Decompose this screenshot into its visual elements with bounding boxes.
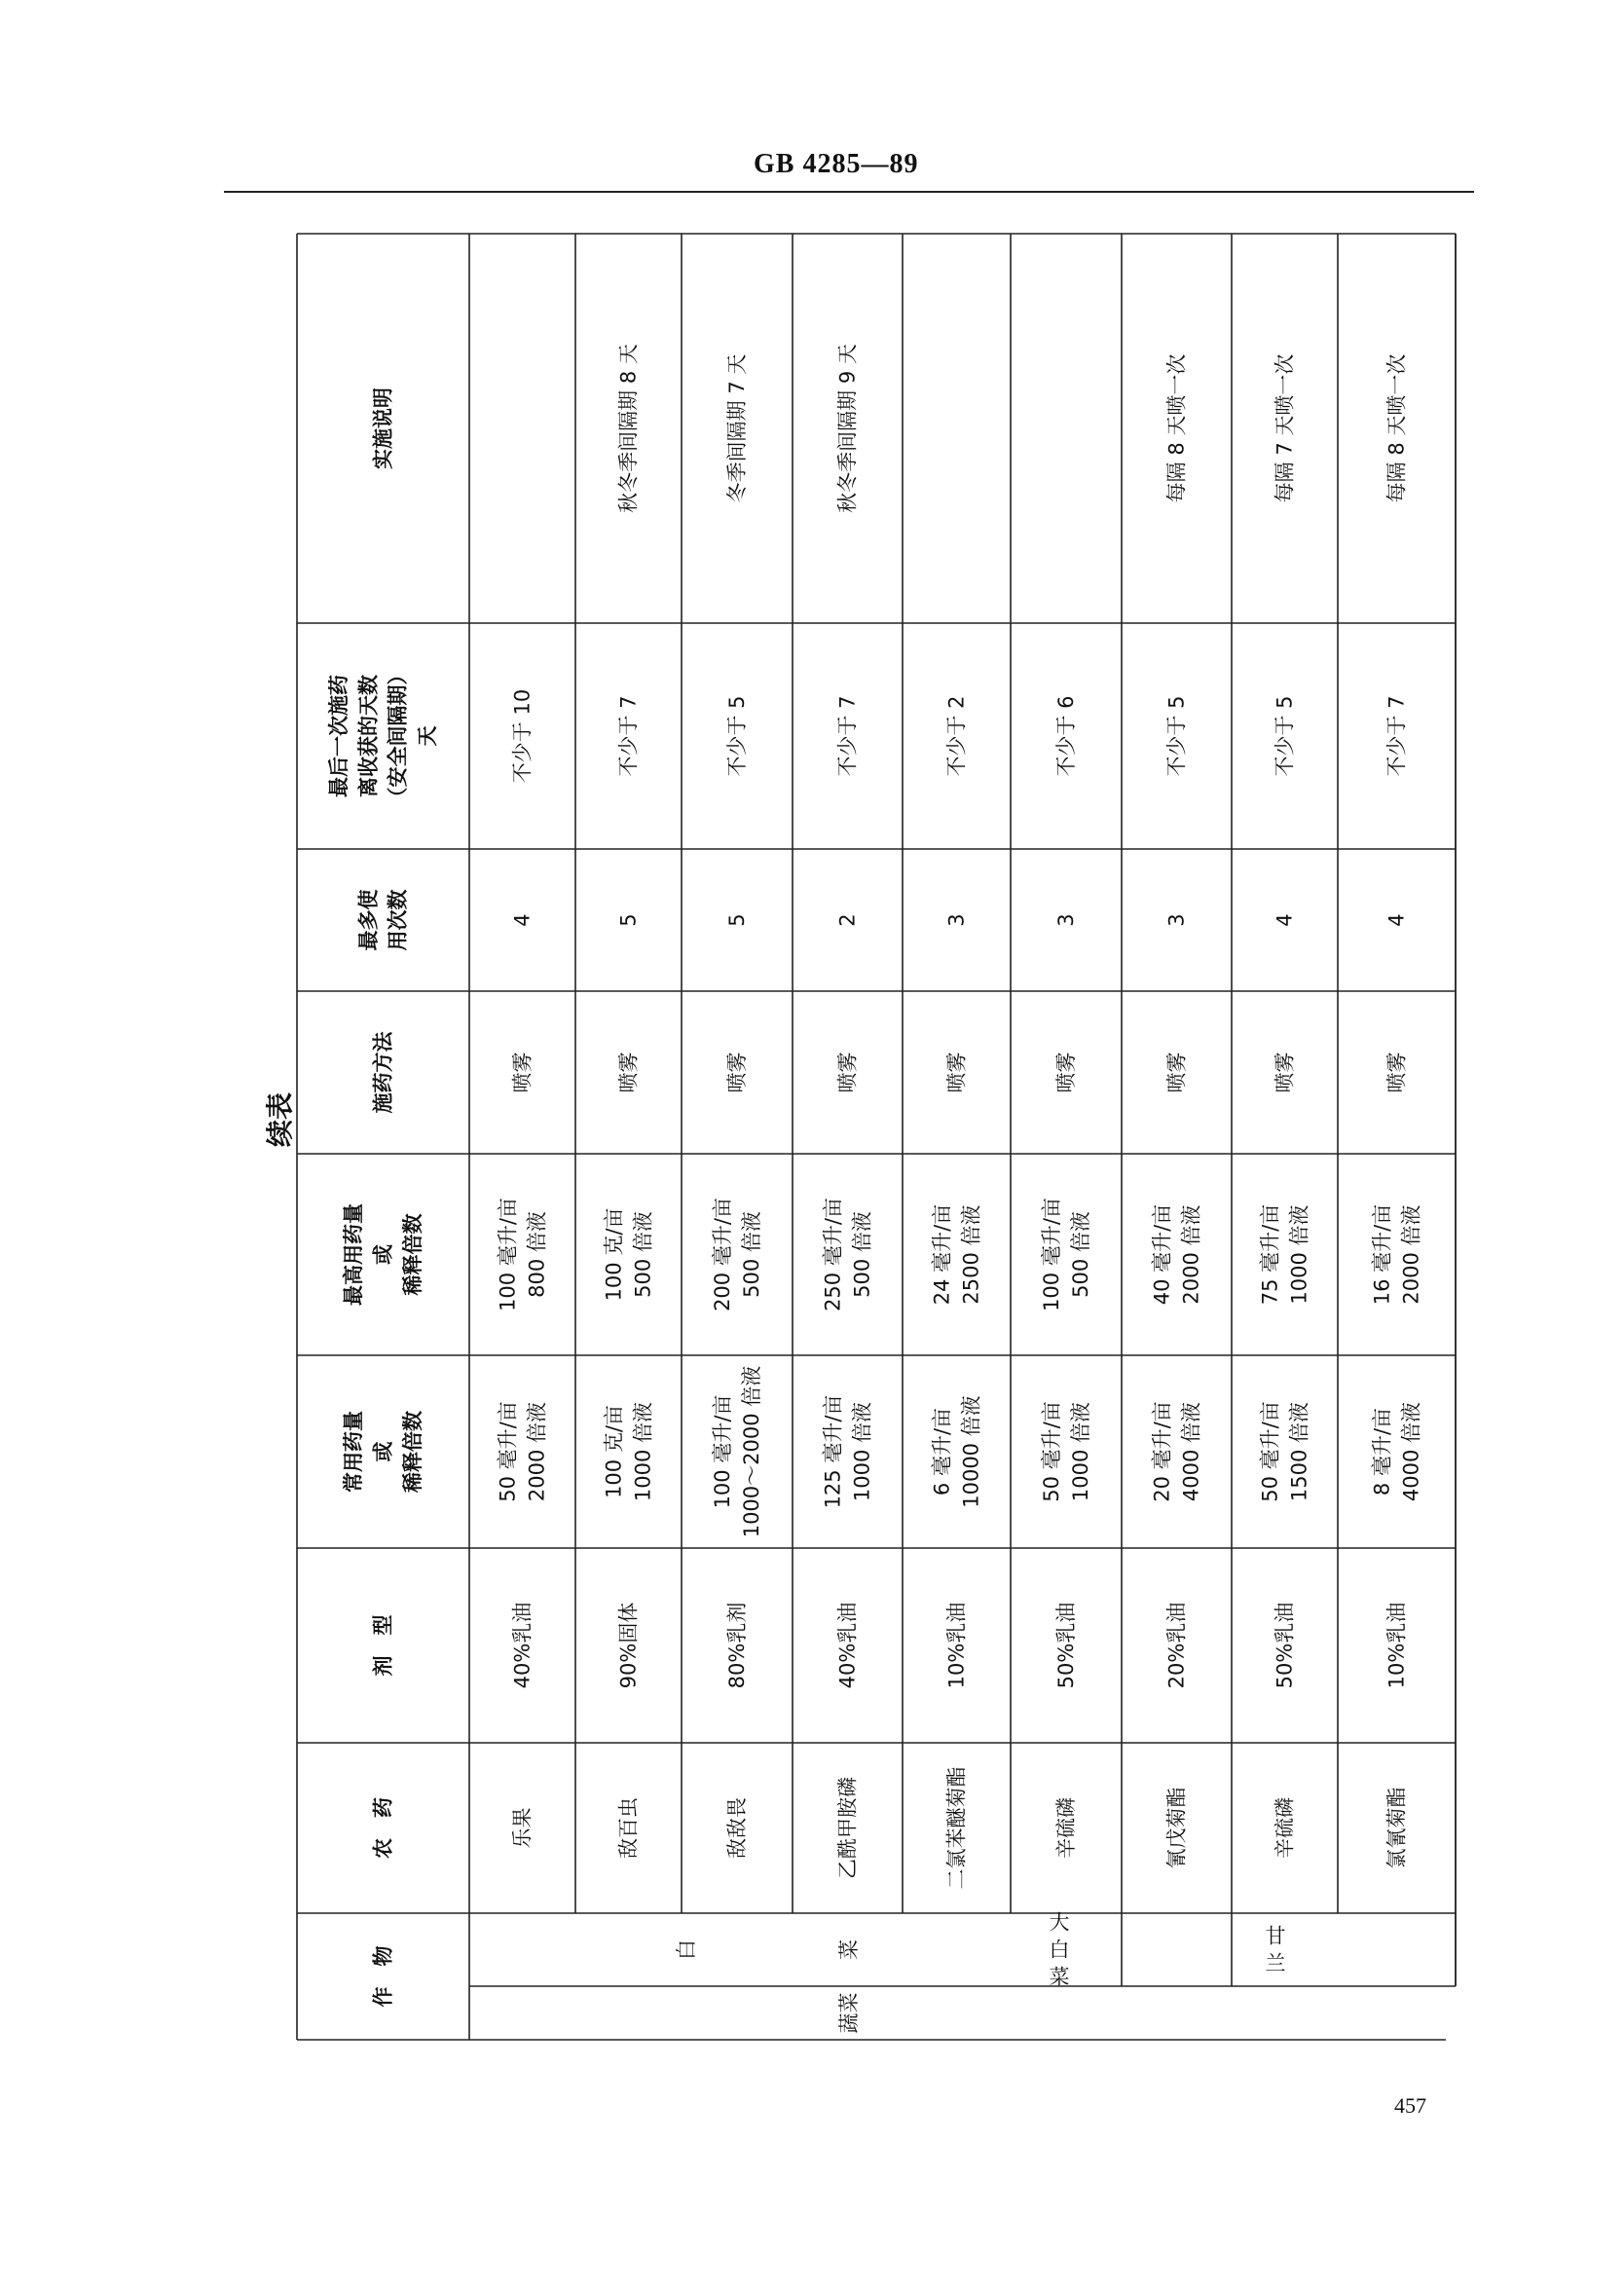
cell-common-dose: 50 毫升/亩 (1258, 1401, 1282, 1502)
cell-pesticide: 敌敌畏 (725, 1797, 749, 1859)
cell-formulation: 20%乳油 (1164, 1602, 1189, 1689)
cell-formulation: 50%乳油 (1054, 1602, 1078, 1689)
cell-formulation: 40%乳油 (510, 1602, 535, 1689)
cell-max-times: 4 (510, 913, 535, 927)
cell-interval: 不少于 5 (725, 695, 749, 777)
cell-common-dose: 10000 倍液 (959, 1395, 983, 1508)
cell-max-dose: 100 毫升/亩 (496, 1198, 520, 1311)
header-common-dose: 稀释倍数 (400, 1411, 424, 1493)
cell-max-dose: 800 倍液 (525, 1211, 549, 1298)
cell-interval: 不少于 7 (835, 695, 860, 777)
header-pesticide: 农 药 (371, 1797, 395, 1859)
cell-formulation: 10%乳油 (944, 1602, 969, 1689)
cell-notes: 秋冬季间隔期 9 天 (835, 344, 860, 513)
cell-max-times: 4 (1384, 913, 1409, 927)
cell-formulation: 10%乳油 (1384, 1602, 1409, 1689)
cell-method: 喷雾 (725, 1052, 749, 1093)
cell-pesticide: 辛硫磷 (1273, 1797, 1297, 1859)
cell-common-dose: 1000 倍液 (1069, 1401, 1093, 1502)
header-interval: （安全间隔期） (386, 664, 410, 808)
table-grid (297, 234, 1456, 2040)
header-interval: 天 (416, 725, 440, 747)
crop-subgroup-baicai: 白 (675, 1939, 698, 1960)
header-interval: 最后一次施药 (326, 675, 351, 797)
cell-interval: 不少于 7 (616, 695, 641, 777)
cell-max-dose: 2500 倍液 (959, 1204, 983, 1305)
cell-method: 喷雾 (1384, 1052, 1409, 1093)
cell-max-dose: 100 毫升/亩 (1039, 1198, 1063, 1311)
cell-interval: 不少于 2 (944, 695, 969, 777)
cell-common-dose: 1000～2000 倍液 (740, 1365, 764, 1538)
cell-max-dose: 2000 倍液 (1179, 1204, 1203, 1305)
cell-common-dose: 6 毫升/亩 (930, 1407, 954, 1496)
cell-formulation: 50%乳油 (1273, 1602, 1297, 1689)
cell-method: 喷雾 (835, 1052, 860, 1093)
cell-common-dose: 100 毫升/亩 (710, 1394, 734, 1509)
cell-common-dose: 8 毫升/亩 (1370, 1407, 1394, 1496)
cell-max-dose: 24 毫升/亩 (930, 1203, 954, 1306)
cell-pesticide: 辛硫磷 (1054, 1797, 1078, 1859)
cell-pesticide: 乐果 (510, 1807, 535, 1849)
cell-method: 喷雾 (944, 1052, 969, 1093)
header-interval: 离收获的天数 (356, 675, 381, 797)
cell-common-dose: 125 毫升/亩 (821, 1394, 845, 1509)
cell-common-dose: 2000 倍液 (525, 1401, 549, 1502)
cell-pesticide: 氯氰菊酯 (1384, 1787, 1409, 1869)
header-notes: 实施说明 (371, 388, 395, 469)
cell-max-dose: 1000 倍液 (1287, 1204, 1311, 1305)
cell-max-times: 4 (1273, 913, 1297, 927)
cell-interval: 不少于 6 (1054, 695, 1078, 777)
cell-interval: 不少于 5 (1164, 695, 1189, 777)
cell-pesticide: 敌百虫 (616, 1797, 641, 1859)
cell-common-dose: 1500 倍液 (1287, 1401, 1311, 1502)
crop-subgroup-baicai: 菜 (837, 1939, 861, 1960)
cell-notes: 秋冬季间隔期 8 天 (616, 344, 641, 513)
cell-method: 喷雾 (1273, 1052, 1297, 1093)
standard-code: GB 4285—89 (754, 149, 919, 179)
header-max-times: 最多使 (356, 889, 381, 951)
crop-subgroup-ganlan: 兰 (1265, 1951, 1286, 1975)
cell-notes: 每隔 7 天喷一次 (1273, 353, 1297, 503)
cell-max-times: 3 (1164, 913, 1189, 927)
crop-subgroup-dabaicai: 菜 (1049, 1965, 1070, 1989)
table-text (327, 344, 1423, 2033)
cell-pesticide: 乙酰甲胺磷 (835, 1777, 860, 1879)
cell-common-dose: 4000 倍液 (1179, 1401, 1203, 1502)
header-max-times: 用次数 (386, 889, 410, 951)
cell-common-dose: 50 毫升/亩 (496, 1401, 520, 1502)
cell-pesticide: 二氯苯醚菊酯 (944, 1766, 969, 1890)
header-common-dose: 常用药量 (342, 1411, 366, 1493)
cell-pesticide: 氰戊菊酯 (1164, 1787, 1189, 1869)
cell-max-dose: 75 毫升/亩 (1258, 1203, 1282, 1306)
cell-max-dose: 500 倍液 (740, 1211, 764, 1298)
cell-method: 喷雾 (1164, 1052, 1189, 1093)
header-method: 施药方法 (371, 1031, 395, 1114)
cell-max-times: 3 (1054, 913, 1078, 927)
page-number: 457 (1394, 2093, 1426, 2118)
cell-common-dose: 20 毫升/亩 (1150, 1401, 1174, 1502)
cell-max-dose: 2000 倍液 (1399, 1204, 1423, 1305)
cell-max-dose: 500 倍液 (850, 1211, 874, 1298)
cell-notes: 冬季间隔期 7 天 (725, 353, 749, 503)
header-formulation: 剂 型 (371, 1614, 395, 1677)
cell-common-dose: 50 毫升/亩 (1039, 1401, 1063, 1502)
cell-interval: 不少于 7 (1384, 695, 1409, 777)
cell-method: 喷雾 (1054, 1052, 1078, 1093)
cell-max-times: 3 (944, 913, 969, 927)
cell-method: 喷雾 (616, 1052, 641, 1093)
cell-max-dose: 250 毫升/亩 (821, 1198, 845, 1311)
cell-common-dose: 4000 倍液 (1399, 1401, 1423, 1502)
crop-subgroup-dabaicai: 大 (1049, 1910, 1070, 1935)
crop-main-group: 蔬菜 (837, 1992, 861, 2034)
cell-interval: 不少于 10 (510, 688, 535, 784)
cell-max-dose: 40 毫升/亩 (1150, 1203, 1174, 1306)
cell-max-dose: 500 倍液 (1069, 1211, 1093, 1298)
header-max-dose: 稀释倍数 (400, 1213, 424, 1296)
header-max-dose: 最高用药量 (342, 1203, 366, 1306)
cell-formulation: 40%乳油 (835, 1602, 860, 1689)
header-max-dose: 或 (371, 1244, 395, 1265)
cell-max-times: 2 (835, 913, 860, 927)
cell-max-dose: 200 毫升/亩 (710, 1198, 734, 1311)
cell-interval: 不少于 5 (1273, 695, 1297, 777)
cell-notes: 每隔 8 天喷一次 (1384, 353, 1409, 503)
cell-max-dose: 500 倍液 (631, 1211, 655, 1298)
cell-formulation: 80%乳剂 (725, 1602, 749, 1689)
cell-max-dose: 100 克/亩 (602, 1207, 626, 1302)
header-crop: 作 物 (371, 1945, 395, 2008)
cell-max-times: 5 (725, 913, 749, 927)
cell-max-dose: 16 毫升/亩 (1370, 1203, 1394, 1306)
cell-method: 喷雾 (510, 1052, 535, 1093)
cell-max-times: 5 (616, 913, 641, 927)
header-common-dose: 或 (371, 1441, 395, 1462)
crop-subgroup-dabaicai: 白 (1049, 1938, 1070, 1962)
table-caption-text: 续表 (264, 1091, 297, 1148)
cell-notes: 每隔 8 天喷一次 (1164, 353, 1189, 503)
cell-formulation: 90%固体 (616, 1602, 641, 1689)
cell-common-dose: 1000 倍液 (850, 1401, 874, 1502)
crop-subgroup-ganlan: 甘 (1265, 1924, 1286, 1948)
cell-common-dose: 1000 倍液 (631, 1401, 655, 1502)
cell-common-dose: 100 克/亩 (602, 1405, 626, 1498)
